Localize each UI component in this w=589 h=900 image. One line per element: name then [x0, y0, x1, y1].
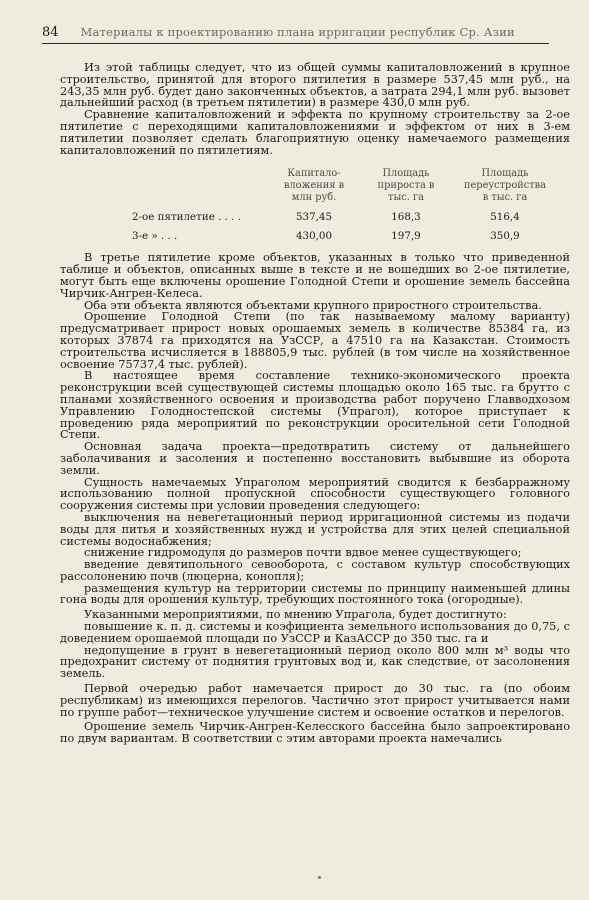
- header-rule: [42, 43, 549, 44]
- table-header-cell: [124, 168, 268, 208]
- table-cell: 430,00: [295, 230, 333, 243]
- page-header: [42, 26, 549, 39]
- table-header-row: [124, 168, 558, 208]
- paragraph: Основная задача проекта—предотвратить систему от дальнейшего заболачивания и засоления и постепенно восстановить выбывшие из оборота земли.: [60, 440, 570, 477]
- paragraph: Оба эти объекта являются объектами крупного приростного строительства.: [84, 298, 542, 312]
- table-header-cell: Площадь прироста в тыс. га: [377, 168, 435, 204]
- paragraph: Сравнение капиталовложений и эффекта по крупному строительству за 2-ое пятилетие с переходящими капиталовложениями и эффектом от них в 3-ем пятилетии позволяет сделать благоприятную оценку намечаемого размещения капиталовложений по пятилетиям.: [60, 108, 570, 157]
- paragraph: Сущность намечаемых Упраголом мероприятий сводится к безбарражному использованию полной пропускной способности существующего головного сооружения системы при условии проведения следующего:: [60, 475, 570, 513]
- print-speck: [318, 876, 321, 879]
- list-item: выключения на невегетационный период ирригационной системы из подачи воды для питья и хозяйственных нужд и устройства для этих целей специальной системы водоснабжения;: [60, 510, 570, 548]
- comparison-table: [124, 168, 558, 246]
- paragraph: В третье пятилетие кроме объектов, указанных в только что приведенной таблице и объектов, описанных выше в тексте и не вошедших во 2-ое пятилетие, могут быть еще включены орошение Голодной Степи и орошение земель бассейна Чирчик-Ангрен-Келеса.: [60, 251, 570, 300]
- table-cell: 3-е » . . .: [132, 230, 178, 243]
- page-number: 84: [42, 25, 59, 40]
- paragraph: Орошение Голодной Степи (по так называемому малому варианту) предусматривает прирост новых орошаемых земель в количестве 85384 га, из которых 37874 га приходятся на УзССР, а 47510 га на Казакстан. Стоимость строительства исчисляется в 188805,9 тыс. рублей (в том числе на хозяйственное освоение 75737,4 тыс. рублей).: [60, 310, 570, 371]
- paragraph: Указанными мероприятиями, по мнению Упрагола, будет достигнуто:: [84, 608, 507, 622]
- table-header-cell: Капитало-вложения в млн руб.: [283, 168, 345, 204]
- list-item: повышение к. п. д. системы и коэфициента земельного использования до 0,75, с доведением орошаемой площади по УзССР и КазАССР до 350 тыс. га и: [60, 620, 570, 645]
- list-item: снижение гидромодуля до размеров почти вдвое менее существующего;: [84, 546, 522, 560]
- list-item: недопущение в грунт в невегетационный период около 800 млн м³ воды что предохранит систему от поднятия грунтовых вод и, как следствие, от засолонения земель.: [60, 643, 570, 681]
- table-row: [124, 208, 558, 227]
- paragraph: Орошение земель Чирчик-Ангрен-Келесского бассейна было запроектировано по двум вариантам. В соответствии с этим авторами проекта намечались: [60, 720, 570, 746]
- table-cell: 516,4: [490, 211, 520, 224]
- table-row: [124, 227, 558, 246]
- table-cell: 537,45: [295, 211, 333, 224]
- paragraph: Первой очередью работ намечается прирост до 30 тыс. га (по обоим республикам) из имеющихся перелогов. Частично этот прирост учитывается нами по группе работ—техническое улучшение систем и освоение остатков и перелогов.: [60, 682, 570, 719]
- table-cell: 168,3: [391, 211, 421, 224]
- list-item: размещения культур на территории системы по принципу наименьшей длины гона воды для орошения культур, требующих постоянного тока (огородные).: [60, 581, 570, 607]
- list-item: введение девятипольного севооборота, с составом культур способствующих рассолонению почв (люцерна, конопля);: [60, 558, 570, 583]
- table-cell: 2-ое пятилетие . . . .: [132, 211, 241, 224]
- table-cell: 197,9: [391, 230, 421, 243]
- paragraph: В настоящее время составление технико-экономического проекта реконструкции всей существующей системы площадью около 165 тыс. га брутто с планами хозяйственного освоения и производства работ поручено Главводхозом Управлению Голодностепской системы (Упрагол), которое приступает к проведению ряда мероприятий по реконструкции оросительной сети Голодной Степи.: [60, 369, 570, 442]
- page-body: [60, 62, 570, 745]
- paragraph: Из этой таблицы следует, что из общей суммы капиталовложений в крупное строительство, принятой для второго пятилетия в размере 537,45 млн руб., на 243,35 млн руб. будет дано законченных объектов, а затрата 294,1 млн руб. вызовет дальнейший расход (в третьем пятилетии) в размере 430,0 млн руб.: [60, 61, 570, 110]
- table-header-cell: Площадь переустройства в тыс. га: [463, 168, 547, 204]
- table-cell: 350,9: [490, 230, 520, 243]
- running-title: Материалы к проектированию плана ирригации республик Ср. Азии: [80, 25, 515, 39]
